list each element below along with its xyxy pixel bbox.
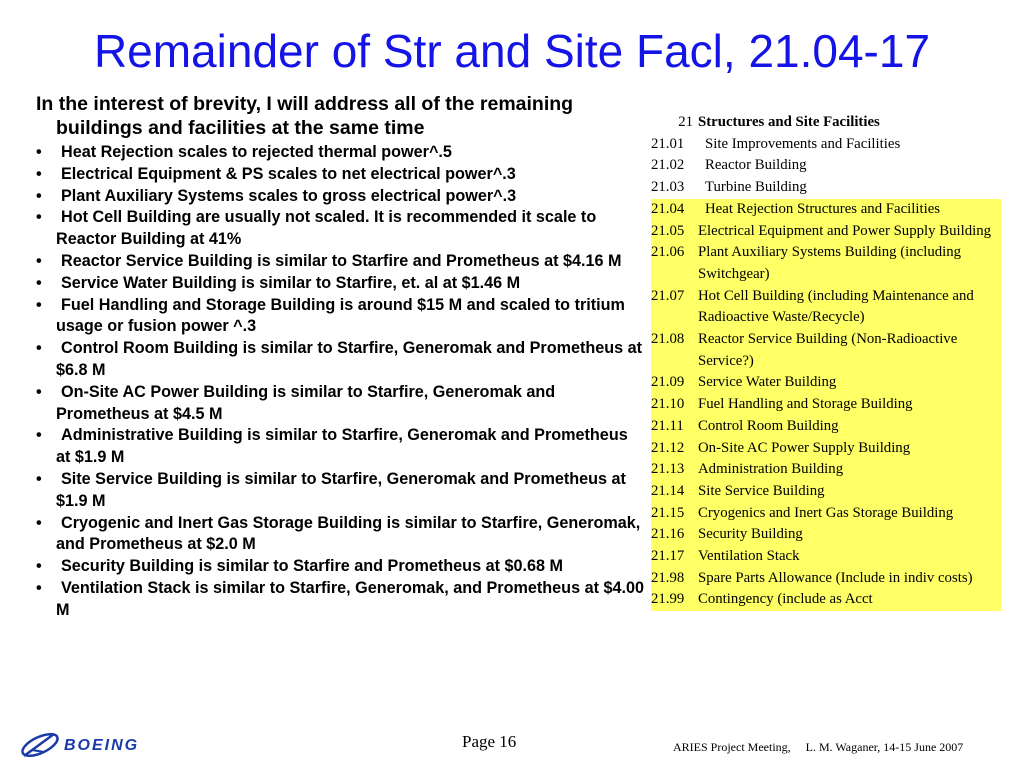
table-row-highlighted: 21.06 Plant Auxiliary Systems Building (including Switchgear) (651, 242, 1001, 285)
bullet-dot: • (36, 273, 42, 292)
table-row-highlighted: 21.17 Ventilation Stack (651, 546, 1001, 568)
table-header-desc: Structures and Site Facilities (698, 114, 880, 130)
bullet-item: • Heat Rejection scales to rejected thermal power^.5 (36, 142, 646, 164)
bullet-dot: • (36, 469, 42, 488)
slide-title: Remainder of Str and Site Facl, 21.04-17 (93, 25, 931, 77)
boeing-logo (10, 728, 200, 760)
bullet-dot: • (36, 295, 42, 314)
table-row: 21.03 Turbine Building (651, 179, 807, 196)
table-row-highlighted: 21.07 Hot Cell Building (including Maintenance and Radioactive Waste/Recycle) (651, 286, 1001, 329)
bullet-dot: • (36, 164, 42, 183)
bullet-dot: • (36, 143, 42, 161)
intro-text: In the interest of brevity, I will address all of the remaining buildings and facilities at the same time (36, 93, 574, 139)
bullet-panel (36, 92, 646, 622)
bullet-item: • Site Service Building is similar to Starfire, Generomak and Prometheus at $1.9 M (36, 469, 626, 510)
table-header (651, 112, 1001, 134)
table-header-code: 21 (678, 114, 693, 130)
bullet-dot: • (36, 251, 42, 270)
table-row-highlighted: 21.12 On-Site AC Power Supply Building (651, 438, 1001, 460)
table-row-highlighted: 21.04 Heat Rejection Structures and Facilities (651, 199, 1001, 221)
bullet-item: • Plant Auxiliary Systems scales to gross electrical power^.3 (36, 186, 646, 208)
bullet-item: • Security Building is similar to Starfire and Prometheus at $0.68 M (36, 556, 646, 578)
table-row-highlighted: 21.16 Security Building (651, 524, 1001, 546)
table-row-highlighted: 21.14 Site Service Building (651, 481, 1001, 503)
bullet-item: • Ventilation Stack is similar to Starfire, Generomak, and Prometheus at $4.00 M (36, 578, 644, 619)
bullet-item: • Fuel Handling and Storage Building is around $15 M and scaled to tritium usage or fusion power ^.3 (36, 295, 625, 336)
bullet-item: • Control Room Building is similar to Starfire, Generomak and Prometheus at $6.8 M (36, 339, 643, 379)
table-row-highlighted: 21.98 Spare Parts Allowance (Include in indiv costs) (651, 568, 1001, 590)
bullet-list (36, 142, 646, 622)
table-row-highlighted: 21.13 Administration Building (651, 459, 1001, 481)
page-number: Page 16 (462, 732, 517, 751)
account-table (651, 112, 1001, 611)
bullet-dot: • (36, 382, 42, 401)
boeing-logo-icon (10, 728, 200, 760)
bullet-dot: • (36, 186, 42, 205)
bullet-dot: • (36, 426, 42, 445)
bullet-dot: • (36, 557, 42, 576)
bullet-item: • Reactor Service Building is similar to Starfire and Prometheus at $4.16 M (36, 251, 646, 273)
bullet-dot: • (36, 208, 42, 227)
bullet-item: • Electrical Equipment & PS scales to net electrical power^.3 (36, 164, 646, 186)
footer-meeting: ARIES Project Meeting, L. M. Waganer, 14-15 June 2007 (673, 740, 964, 754)
table-row-highlighted: 21.11 Control Room Building (651, 416, 1001, 438)
table-row-highlighted: 21.08 Reactor Service Building (Non-Radioactive Service?) (651, 329, 1001, 372)
logo-text: BOEING (64, 737, 140, 754)
table-row-highlighted: 21.15 Cryogenics and Inert Gas Storage Building (651, 503, 1001, 525)
bullet-item: • On-Site AC Power Building is similar to Starfire, Generomak and Prometheus at $4.5 M (36, 382, 556, 423)
table-row-highlighted: 21.99 Contingency (include as Acct (651, 589, 1001, 611)
bullet-dot: • (36, 513, 42, 532)
table-row-highlighted: 21.09 Service Water Building (651, 372, 1001, 394)
bullet-item: • Cryogenic and Inert Gas Storage Building is similar to Starfire, Generomak, and Prometheus at $2.0 M (36, 513, 641, 554)
bullet-item: • Administrative Building is similar to Starfire, Generomak and Prometheus at $1.9 M (36, 426, 628, 467)
bullet-dot: • (36, 339, 42, 358)
table-row: 21.02 Reactor Building (651, 157, 807, 174)
bullet-item: • Service Water Building is similar to Starfire, et. al at $1.46 M (36, 273, 646, 295)
bullet-item: • Hot Cell Building are usually not scaled. It is recommended it scale to Reactor Building at 41% (36, 208, 597, 249)
table-row-highlighted: 21.05 Electrical Equipment and Power Supply Building (651, 221, 1001, 243)
table-row: 21.01 Site Improvements and Facilities (651, 135, 901, 152)
table-row-highlighted: 21.10 Fuel Handling and Storage Building (651, 394, 1001, 416)
bullet-dot: • (36, 578, 42, 597)
